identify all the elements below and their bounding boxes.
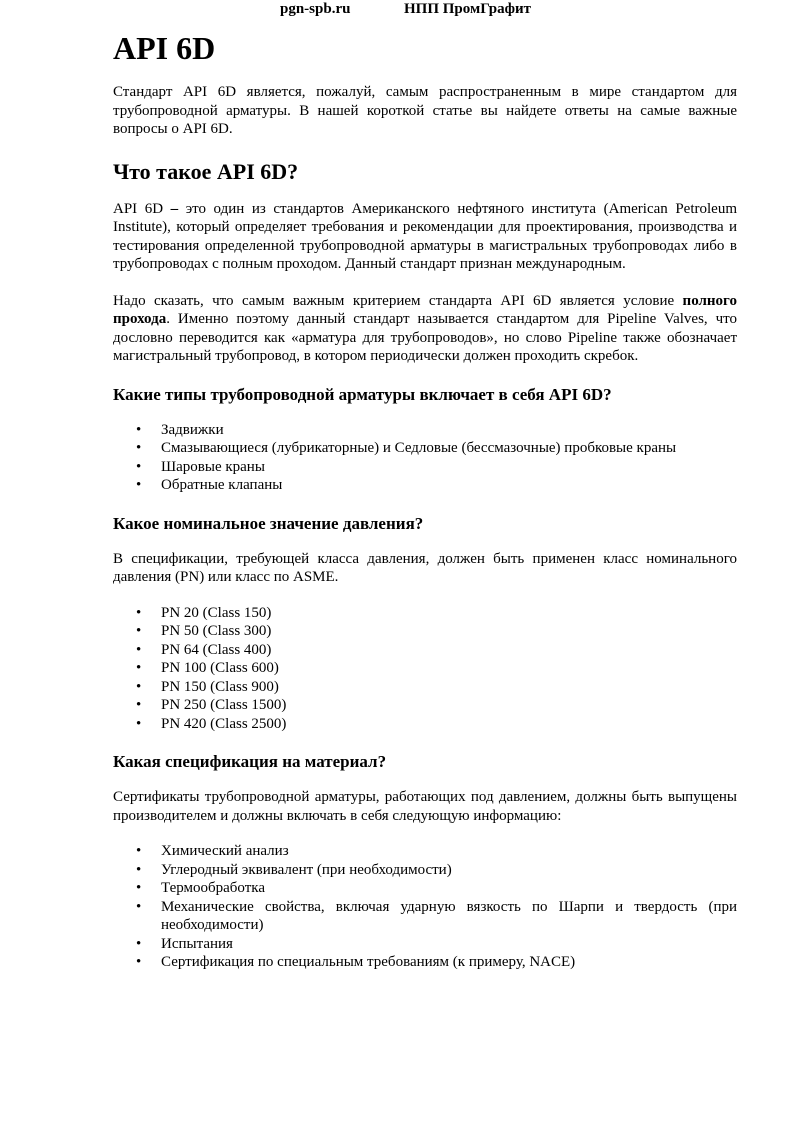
list-item: • PN 100 (Class 600)	[161, 659, 737, 678]
certificate-contents-list	[113, 842, 737, 972]
valve-types-list	[113, 421, 737, 495]
list-item: • Механические свойства, включая ударную вязкость по Шарпи и твердость (при необходимости)	[161, 898, 737, 935]
full-bore-paragraph	[113, 292, 737, 366]
section-heading-what-is: Что такое API 6D?	[113, 158, 299, 184]
list-item: • PN 64 (Class 400)	[161, 641, 737, 660]
material-paragraph: Сертификаты трубопроводной арматуры, работающих под давлением, должны быть выпущены производителем и должны включать в себя следующую информацию:	[113, 789, 737, 824]
list-item: • PN 250 (Class 1500)	[161, 696, 737, 715]
list-item: • Испытания	[161, 935, 737, 954]
list-item: • Углеродный эквивалент (при необходимости)	[161, 861, 737, 880]
document-body	[113, 28, 737, 972]
list-item: • Обратные клапаны	[161, 476, 737, 495]
list-item: • Смазывающиеся (лубрикаторные) и Седловые (бессмазочные) пробковые краны	[161, 439, 737, 458]
intro-paragraph: Стандарт API 6D является, пожалуй, самым распространенным в мире стандартом для трубопроводной арматуры. В нашей короткой статье вы найдете ответы на самые важные вопросы о API 6D.	[113, 84, 737, 137]
full-bore-text-post: . Именно поэтому данный стандарт называется стандартом для Pipeline Valves, что дословно переводится как «арматура для трубопроводов», но слово Pipeline также обозначает магистральный трубопровод, в котором периодически должен проходить скребок.	[113, 311, 737, 364]
definition-text: это один из стандартов Американского нефтяного института (American Petroleum Institute), который определяет требования и рекомендации для проектирования, производства и тестирования определенной трубопроводной арматуры в магистральных трубопроводах либо в трубопроводах с полным проходом. Данный стандарт признан международным.	[113, 200, 737, 272]
list-item: • Сертификация по специальным требованиям (к примеру, NACE)	[161, 953, 737, 972]
list-item: • PN 20 (Class 150)	[161, 604, 737, 623]
list-item: • PN 420 (Class 2500)	[161, 715, 737, 734]
pressure-paragraph: В спецификации, требующей класса давления, должен быть применен класс номинального давления (PN) или класс по ASME.	[113, 550, 737, 585]
list-item: • Химический анализ	[161, 842, 737, 861]
definition-paragraph	[113, 200, 737, 274]
section-heading-valve-types: Какие типы трубопроводной арматуры включает в себя API 6D?	[113, 384, 612, 404]
list-item: • Шаровые краны	[161, 458, 737, 477]
full-bore-text-pre: Надо сказать, что самым важным критерием стандарта API 6D является условие	[113, 292, 683, 309]
list-item: • PN 50 (Class 300)	[161, 622, 737, 641]
list-item: • PN 150 (Class 900)	[161, 678, 737, 697]
full-bore-emphasis: полного прохода	[113, 292, 737, 327]
page-title: API 6D	[113, 30, 216, 66]
section-heading-material: Какая спецификация на материал?	[113, 752, 387, 771]
site-name: pgn-spb.ru	[280, 1, 351, 17]
page-header	[0, 1, 793, 21]
definition-dash: –	[163, 200, 186, 217]
list-item: • Термообработка	[161, 879, 737, 898]
company-name: НПП ПромГрафит	[404, 1, 532, 17]
definition-lead: API 6D	[113, 200, 164, 217]
section-heading-pressure: Какое номинальное значение давления?	[113, 513, 424, 533]
list-item: • Задвижки	[161, 421, 737, 440]
pressure-classes-list	[113, 604, 737, 734]
